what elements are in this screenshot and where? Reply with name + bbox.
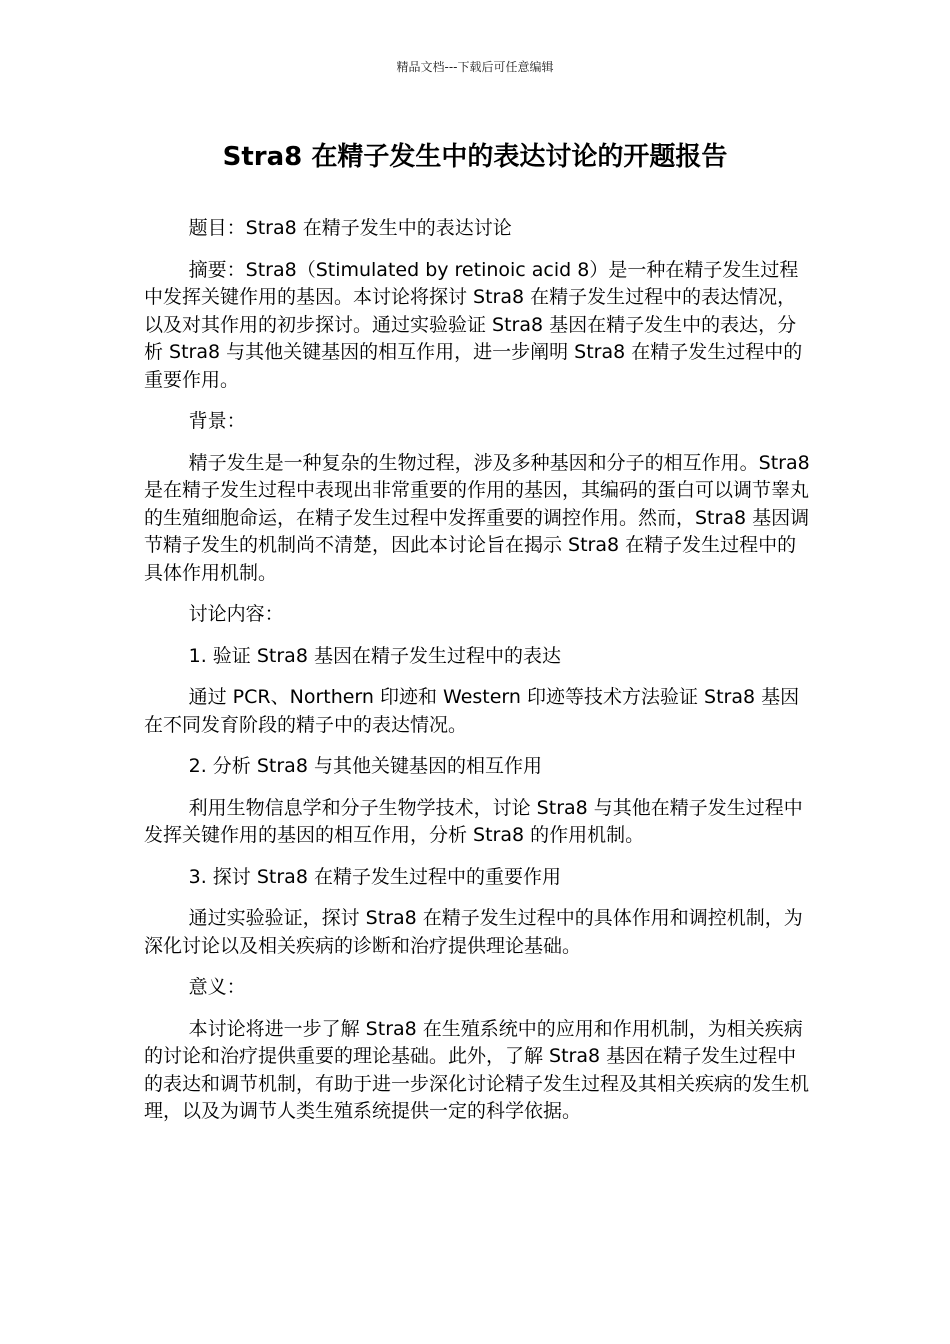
item-3-text: 通过实验验证，探讨 Stra8 在精子发生过程中的具体作用和调控机制，为深化讨论以及相关疾病的诊断和治疗提供理论基础。 [144,907,803,957]
paragraph-topic: 题目：Stra8 在精子发生中的表达讨论 [188,217,512,239]
item-1-heading: 1. 验证 Stra8 基因在精子发生过程中的表达 [188,644,561,667]
heading-background: 背景： [188,410,246,432]
paragraph-abstract: 摘要：Stra8（Stimulated by retinoic acid 8）是一种在精子发生过程中发挥关键作用的基因。本讨论将探讨 Stra8 在精子发生过程中的表达情况，以及对其作用的初步探讨。通过实验验证 Stra8 基因在精子发生中的表达，分析 Stra8 与其他关键基因的相互作用，进一步阐明 Stra8 在精子发生过程中的重要作用。 [144,258,803,391]
header-note: 精品文档---下载后可任意编辑 [396,60,554,74]
document-body [144,215,810,1140]
item-3-heading: 3. 探讨 Stra8 在精子发生过程中的重要作用 [188,865,561,888]
item-2-text: 利用生物信息学和分子生物学技术，讨论 Stra8 与其他在精子发生过程中发挥关键作用的基因的相互作用，分析 Stra8 的作用机制。 [144,796,803,846]
item-1-text: 通过 PCR、Northern 印迹和 Western 印迹等技术方法验证 Stra8 基因在不同发育阶段的精子中的表达情况。 [144,686,800,736]
heading-discussion-content: 讨论内容： [188,603,284,625]
heading-significance: 意义： [188,976,246,998]
paragraph-background: 精子发生是一种复杂的生物过程，涉及多种基因和分子的相互作用。Stra8 是在精子发生过程中表现出非常重要的作用的基因，其编码的蛋白可以调节睾丸的生殖细胞命运，在精子发生过程中发挥重要的调控作用。然而，Stra8 基因调节精子发生的机制尚不清楚，因此本讨论旨在揭示 Stra8 在精子发生过程中的具体作用机制。 [144,451,810,584]
item-2-heading: 2. 分析 Stra8 与其他关键基因的相互作用 [188,755,542,777]
document-title: Stra8 在精子发生中的表达讨论的开题报告 [222,142,728,172]
paragraph-significance: 本讨论将进一步了解 Stra8 在生殖系统中的应用和作用机制，为相关疾病的讨论和治疗提供重要的理论基础。此外，了解 Stra8 基因在精子发生过程中的表达和调节机制，有助于进一步深化讨论精子发生过程及其相关疾病的发生机理，以及为调节人类生殖系统提供一定的科学依据。 [144,1017,810,1122]
